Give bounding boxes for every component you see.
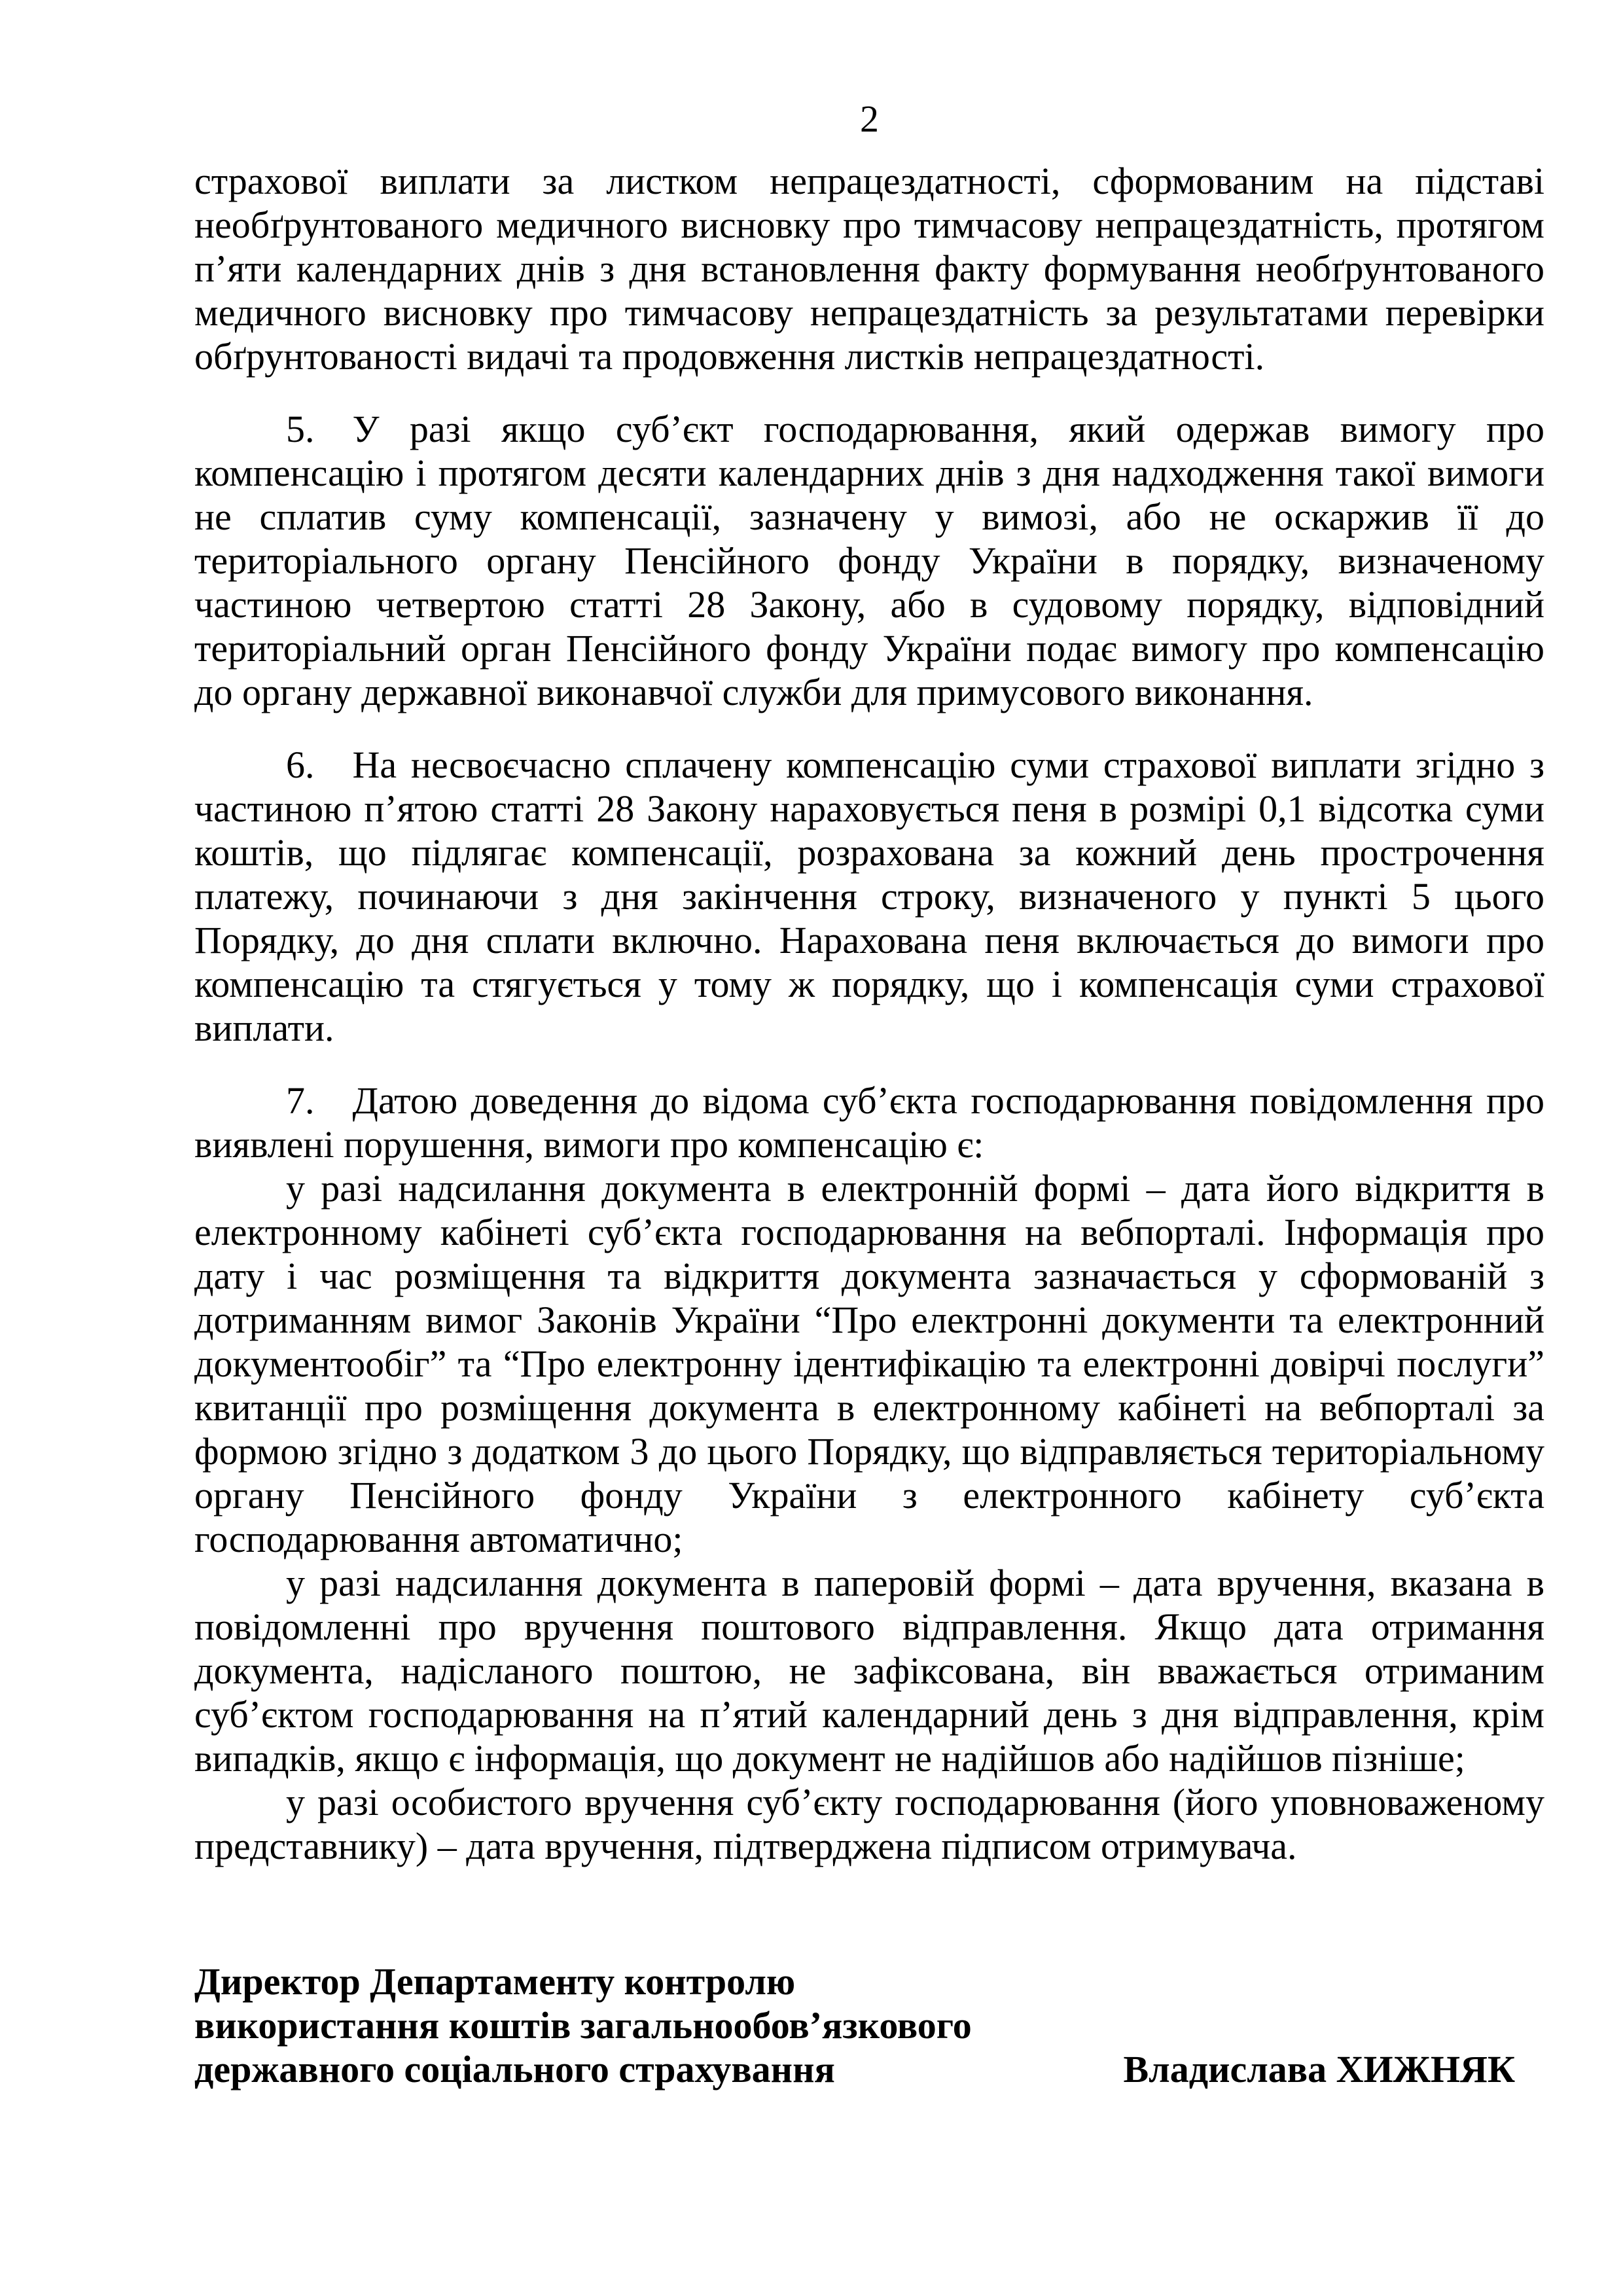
signature-name: Владислава ХИЖНЯК xyxy=(1123,2048,1515,2090)
paragraph-continuation: страхової виплати за листком непрацездатності, сформованим на підставі необґрунтованого медичного висновку про тимчасову непрацездатність, протягом п’яти календарних днів з дня встановлення факту формування необґрунтованого медичного висновку про тимчасову непрацездатність за результатами перевірки обґрунтованості видачі та продовження листків непрацездатності. xyxy=(194,160,1544,378)
paragraph-item-7: 7. Датою доведення до відома суб’єкта господарювання повідомлення про виявлені порушення, вимоги про компенсацію є: xyxy=(194,1079,1544,1166)
paragraph-item-7-electronic: у разі надсилання документа в електронній формі – дата його відкриття в електронному кабінеті суб’єкта господарювання на вебпорталі. Інформація про дату і час розміщення та відкриття документа зазначається у сформованій з дотриманням вимог Законів України “Про електронні документи та електронний документообіг” та “Про електронну ідентифікацію та електронні довірчі послуги” квитанції про розміщення документа в електронному кабінеті на вебпорталі за формою згідно з додатком 3 до цього Порядку, що відправляється територіальному органу Пенсійного фонду України з електронного кабінету суб’єкта господарювання автоматично; xyxy=(194,1167,1544,1560)
signature-title xyxy=(194,1960,972,2091)
paragraph-item-5: 5. У разі якщо суб’єкт господарювання, який одержав вимогу про компенсацію і протягом десяти календарних днів з дня надходження такої вимоги не сплатив суму компенсації, зазначену у вимозі, або не оскаржив її до територіального органу Пенсійного фонду України в порядку, визначеному частиною четвертою статті 28 Закону, або в судовому порядку, відповідний територіальний орган Пенсійного фонду України подає вимогу про компенсацію до органу державної виконавчої служби для примусового виконання. xyxy=(194,408,1544,713)
paragraph-item-7-personal: у разі особистого вручення суб’єкту господарювання (його уповноваженому представнику) – дата вручення, підтверджена підписом отримувача. xyxy=(194,1781,1544,1867)
page-number: 2 xyxy=(860,98,879,140)
signature-title-line: державного соціального страхування xyxy=(194,2048,835,2090)
signature-title-line: Директор Департаменту контролю xyxy=(194,1960,796,2003)
paragraph-item-6: 6. На несвоєчасно сплачену компенсацію суми страхової виплати згідно з частиною п’ятою статті 28 Закону нараховується пеня в розмірі 0,1 відсотка суми коштів, що підлягає компенсації, розрахована за кожний день прострочення платежу, починаючи з дня закінчення строку, визначеного у пункті 5 цього Порядку, до дня сплати включно. Нарахована пеня включається до вимоги про компенсацію та стягується у тому ж порядку, що і компенсація суми страхової виплати. xyxy=(194,744,1544,1049)
paragraph-item-7-paper: у разі надсилання документа в паперовій формі – дата вручення, вказана в повідомленні про вручення поштового відправлення. Якщо дата отримання документа, надісланого поштою, не зафіксована, він вважається отриманим суб’єктом господарювання на п’ятий календарний день з дня відправлення, крім випадків, якщо є інформація, що документ не надійшов або надійшов пізніше; xyxy=(194,1562,1544,1780)
signature-block xyxy=(194,1960,1544,2091)
body-text xyxy=(194,159,1544,2091)
signature-title-line: використання коштів загальнообов’язкового xyxy=(194,2004,972,2047)
